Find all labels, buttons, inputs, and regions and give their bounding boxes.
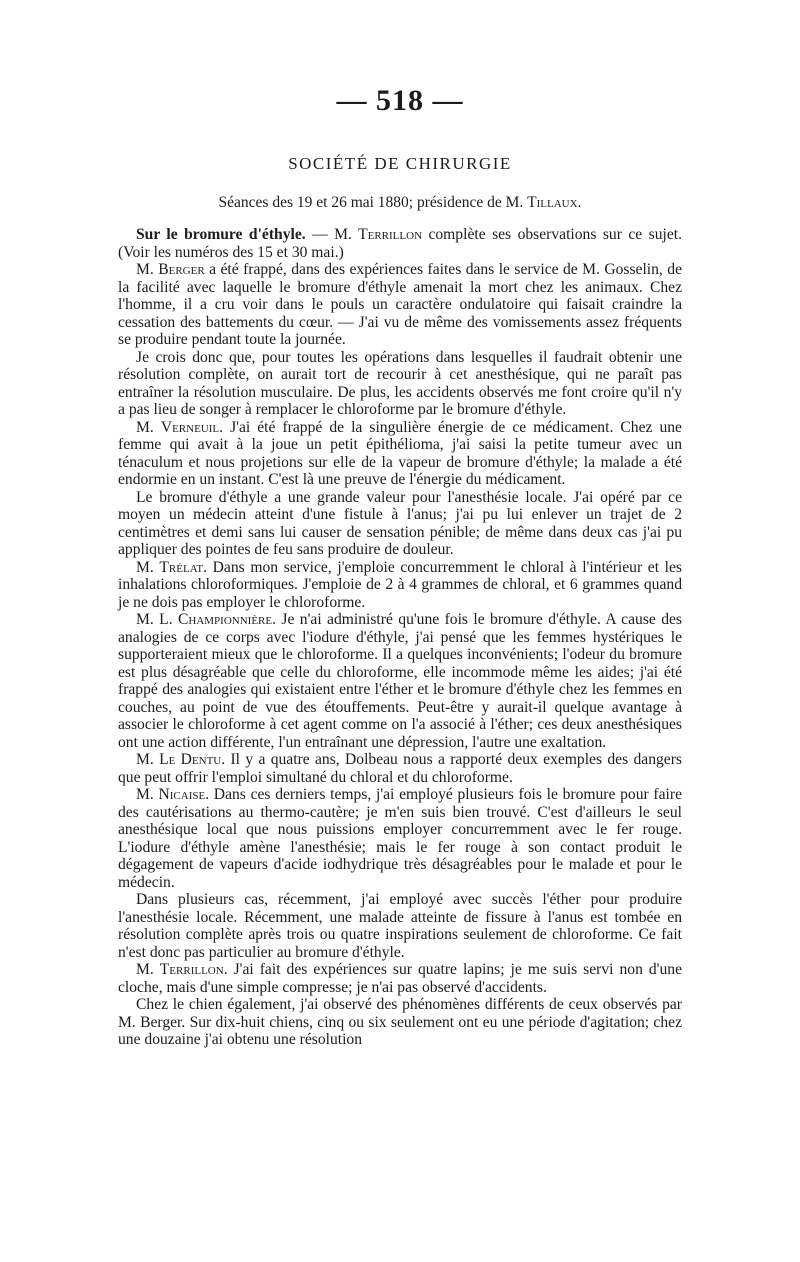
page-number: — 518 — <box>336 84 464 117</box>
speaker-name: L. Championnière. <box>159 611 277 628</box>
paragraph <box>118 611 682 751</box>
paragraph <box>118 261 682 349</box>
speaker-name: Nicaise. <box>158 786 210 803</box>
topic-heading: Sur le bromure d'éthyle. <box>136 226 306 243</box>
paragraph-text: J'ai fait des expériences sur quatre lapins; je me suis servi non d'une cloche, mais d'une simple compresse; je n'ai pas observé d'accidents. <box>118 961 682 996</box>
speaker-name: Verneuil. <box>160 418 224 436</box>
speaker-prefix: M. <box>136 786 159 803</box>
society-title: SOCIÉTÉ DE CHIRURGIE <box>288 154 512 173</box>
paragraph-text: J'ai été frappé de la singulière énergie de ce médicament. Chez une femme qui avait à la joue un petit épithélioma, j'ai saisi la petite tumeur avec un ténaculum et nous projetions sur elle de la vapeur de bromure d'éthyle; la malade a été endormie en un instant. C'est là une preuve de l'énergie du médicament. <box>118 418 682 488</box>
paragraph <box>118 489 682 559</box>
paragraph <box>118 961 682 996</box>
speaker-name: Berger <box>158 261 205 278</box>
paragraph <box>118 226 682 261</box>
paragraph-text: Dans plusieurs cas, récemment, j'ai employé avec succès l'éther pour produire l'anesthésie locale. Récemment, une malade atteinte de fissure à l'anus est tombée en résolution complète après trois ou quatre inspirations seulement de chloroforme. Ce fait n'est donc pas particulier au bromure d'éthyle. <box>118 891 682 961</box>
paragraph <box>118 891 682 961</box>
paragraph-text: Dans ces derniers temps, j'ai employé plusieurs fois le bromure pour faire des cautérisations au thermo-cautère; je m'en suis bien trouvé. C'est d'ailleurs le seul anesthésique local que nous puissions employer concurremment avec le fer rouge. L'iodure d'éthyle amène l'anesthésie; mais le fer rouge à son contact produit le dégagement de vapeurs d'acide iodhydrique très désagréables pour le malade et pour le médecin. <box>118 786 682 891</box>
session-text: Séances des 19 et 26 mai 1880; présidence de M. <box>218 194 524 211</box>
paragraph-text: a été frappé, dans des expériences faites dans le service de M. Gosselin, de la facilité avec laquelle le bromure d'éthyle amenait la mort chez les animaux. Chez l'homme, il a cru voir dans le pouls un caractère ondulatoire qui faisait craindre la cessation des battements du cœur. — J'ai vu de même des vomissements assez fréquents se produire pendant toute la journée. <box>118 261 682 348</box>
paragraph <box>118 786 682 891</box>
paragraph-text: Je n'ai administré qu'une fois le bromure d'éthyle. A cause des analogies de ce corps avec l'iodure d'éthyle, j'ai pensé que les femmes hystériques le supporteraient mieux que le chloroforme. Il a quelques inconvénients; l'odeur du bromure est plus désagréable que celle du chloroforme, elle incommode même les aides; j'ai été frappé des analogies qui existaient entre l'éther et le bromure d'éthyle chez les femmes en couches, au point de vue des étouffements. Peut-être y aurait-il quelque avantage à associer le chloroforme à cet agent comme on l'a associé à l'éther; ces deux anesthésiques ont une action différente, l'un entraînant une dépression, l'autre une exaltation. <box>118 611 682 751</box>
paragraph <box>118 419 682 489</box>
speaker-prefix: M. <box>136 261 159 278</box>
president-name: Tillaux. <box>527 194 582 211</box>
paragraph-text: Dans mon service, j'emploie concurremment le chloral à l'intérieur et les inhalations chloroformiques. J'emploie de 2 à 4 grammes de chloral, et 6 grammes quand je ne dois pas employer le chloroforme. <box>118 558 682 611</box>
speaker-prefix: M. <box>136 751 160 768</box>
paragraph-text: Je crois donc que, pour toutes les opérations dans lesquelles il faudrait obtenir une résolution complète, on aurait tort de recourir à cet anesthésique, qui ne paraît pas entraîner la résolution musculaire. De plus, les accidents observés me font croire qu'il n'y a pas lieu de songer à remplacer le chloroforme par le bromure d'éthyle. <box>118 348 682 418</box>
speaker-prefix: M. <box>136 558 160 576</box>
paragraph <box>118 559 682 612</box>
speaker-name: Le Dentu. <box>159 751 226 768</box>
speaker-prefix: M. <box>136 961 160 978</box>
paragraph <box>118 349 682 419</box>
paragraph-text: complète ses observations sur ce sujet. (Voir les numéros des 15 et 30 mai.) <box>118 226 682 261</box>
speaker-prefix: M. <box>136 418 161 436</box>
paragraph <box>118 996 682 1049</box>
speaker-name: Terrillon. <box>159 961 228 978</box>
speaker-prefix: M. <box>136 611 160 628</box>
body-text <box>118 226 682 1049</box>
speaker-name: — M. Terrillon <box>312 226 423 243</box>
paragraph-text: Il y a quatre ans, Dolbeau nous a rapporté deux exemples des dangers que peut offrir l'emploi simultané du chloral et du chloroforme. <box>118 751 682 786</box>
paragraph-text: Le bromure d'éthyle a une grande valeur pour l'anesthésie locale. J'ai opéré par ce moyen un médecin atteint d'une fistule à l'anus; j'ai pu lui enlever un trajet de 2 centimètres et demi sans lui causer de sensation pénible; de même dans deux cas j'ai pu appliquer des pointes de feu sans produire de douleur. <box>118 488 682 558</box>
paragraph-text: Chez le chien également, j'ai observé des phénomènes différents de ceux observés par M. Berger. Sur dix-huit chiens, cinq ou six seulement ont eu une période d'agitation; chez une douzaine j'ai obtenu une résolution <box>118 996 682 1048</box>
speaker-name: Trélat. <box>159 558 208 576</box>
session-header <box>118 194 682 212</box>
paragraph <box>118 751 682 786</box>
